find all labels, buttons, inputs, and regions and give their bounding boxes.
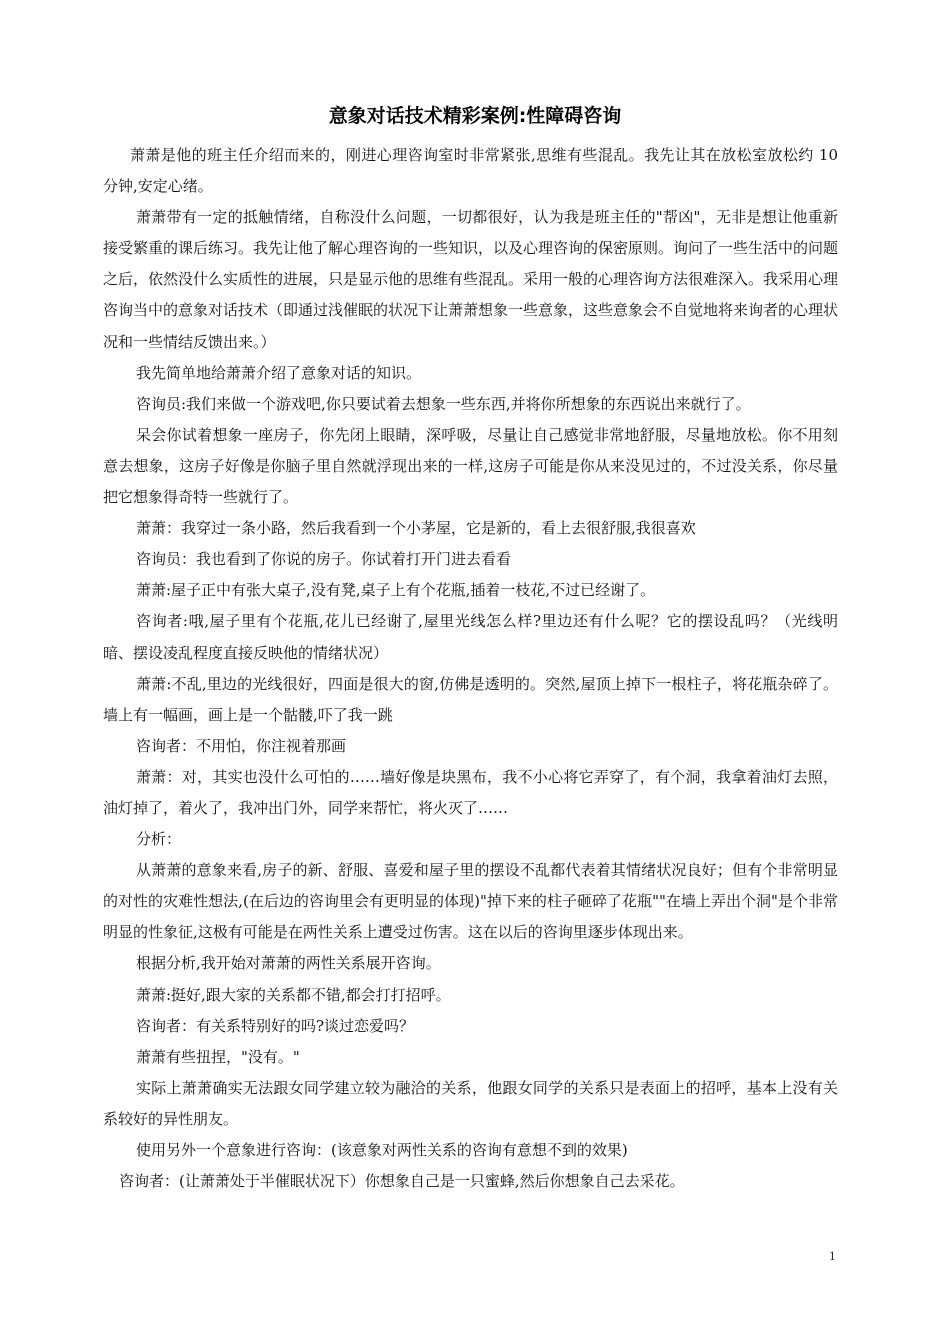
paragraph: 咨询员：我也看到了你说的房子。你试着打开门进去看看: [136, 550, 512, 569]
paragraph: 咨询者：不用怕，你注视着那画: [136, 736, 347, 755]
page-number: 1: [829, 1248, 836, 1263]
paragraph: 咨询者：(让萧萧处于半催眠状况下）你想象自己是一只蜜蜂,然后你想象自己去采花。: [119, 1172, 685, 1191]
paragraph: 咨询者:哦,屋子里有个花瓶,花儿已经谢了,屋里光线怎么样?里边还有什么呢？它的摆设乱吗？（光线明暗、摆设凌乱程度直接反映他的情绪状况）: [103, 612, 838, 662]
paragraph: 咨询者：有关系特别好的吗?谈过恋爱吗？: [136, 1016, 415, 1035]
paragraph: 呆会你试着想象一座房子，你先闭上眼睛，深呼吸，尽量让自己感觉非常地舒服，尽量地放松。你不用刻意去想象，这房子好像是你脑子里自然就浮现出来的一样,这房子可能是你从来没见过的，不过没关系，你尽量把它想象得奇特一些就行了。: [103, 425, 838, 507]
paragraph: 萧萧有些扭捏，"没有。": [136, 1047, 300, 1066]
paragraph: 我先简单地给萧萧介绍了意象对话的知识。: [136, 363, 422, 382]
paragraph: 实际上萧萧确实无法跟女同学建立较为融洽的关系，他跟女同学的关系只是表面上的招呼，基本上没有关系较好的异性朋友。: [103, 1078, 838, 1128]
paragraph: 使用另外一个意象进行咨询：(该意象对两性关系的咨询有意想不到的效果): [136, 1141, 628, 1159]
paragraph: 分析：: [136, 830, 182, 849]
paragraph: 咨询员:我们来做一个游戏吧,你只要试着去想象一些东西,并将你所想象的东西说出来就行了。: [136, 394, 751, 413]
paragraph: 根据分析,我开始对萧萧的两性关系展开咨询。: [136, 954, 441, 973]
paragraph: 萧萧：对，其实也没什么可怕的……墙好像是块黑布，我不小心将它弄穿了，有个洞，我拿着油灯去照，油灯掉了，着火了，我冲出门外，同学来帮忙，将火灭了……: [103, 767, 838, 817]
paragraph: 萧萧:挺好,跟大家的关系都不错,都会打打招呼。: [136, 985, 451, 1004]
paragraph: 萧萧:屋子正中有张大桌子,没有凳,桌子上有个花瓶,插着一枝花,不过已经谢了。: [136, 581, 656, 600]
paragraph: 萧萧:不乱,里边的光线很好，四面是很大的窗,仿佛是透明的。突然,屋顶上掉下一根柱子，将花瓶杂碎了。墙上有一幅画，画上是一个骷髅,吓了我一跳: [103, 674, 838, 724]
document-title: 意象对话技术精彩案例:性障碍咨询: [328, 105, 622, 127]
paragraph: 萧萧是他的班主任介绍而来的，刚进心理咨询室时非常紧张,思维有些混乱。我先让其在放松室放松约 10 分钟,安定心绪。: [103, 146, 838, 196]
paragraph: 萧萧带有一定的抵触情绪，自称没什么问题，一切都很好，认为我是班主任的"帮凶"，无非是想让他重新接受繁重的课后练习。我先让他了解心理咨询的一些知识，以及心理咨询的保密原则。询问了一些生活中的问题之后，依然没什么实质性的进展，只是显示他的思维有些混乱。采用一般的心理咨询方法很难深入。我采用心理咨询当中的意象对话技术（即通过浅催眠的状况下让萧萧想象一些意象，这些意象会不自觉地将来询者的心理状况和一些情结反馈出来。）: [103, 208, 839, 351]
document-body: [103, 140, 838, 1197]
paragraph: 萧萧：我穿过一条小路，然后我看到一个小茅屋，它是新的，看上去很舒服,我很喜欢: [136, 519, 696, 538]
paragraph: 从萧萧的意象来看,房子的新、舒服、喜爱和屋子里的摆设不乱都代表着其情绪状况良好；但有个非常明显的对性的灾难性想法,(在后边的咨询里会有更明显的体现)"掉下来的柱子砸碎了花瓶""在墙上弄出个洞"是个非常明显的性象征,这极有可能是在两性关系上遭受过伤害。这在以后的咨询里逐步体现出来。: [103, 861, 838, 942]
